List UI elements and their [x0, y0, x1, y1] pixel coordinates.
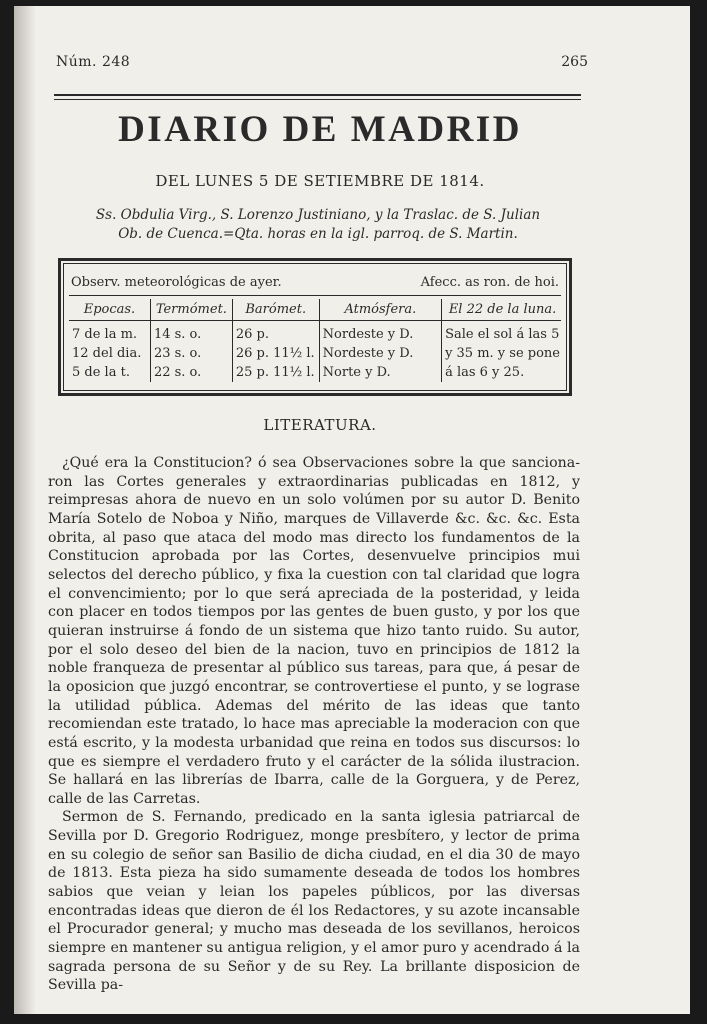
newspaper-page	[14, 6, 690, 1014]
cell-epoca: 12 del dia.	[69, 344, 150, 363]
cell-luna: y 35 m. y se pone	[445, 346, 560, 361]
saints-line-1: Ss. Obdulia Virg., S. Lorenzo Justiniano, y la Traslac. de S. Julian	[95, 207, 541, 223]
weather-row	[69, 363, 563, 382]
cell-luna: Sale el sol á las 5	[445, 327, 560, 342]
cell-barom: 26 p.	[232, 319, 319, 344]
issue-number: Núm. 248	[56, 54, 131, 70]
article-paragraph: ¿Qué era la Constitucion? ó sea Observaciones sobre la que sanciona-ron las Cortes generales y extraordinarias publicadas en 1812, y reimpresas ahora de nuevo en un solo volúmen por su autor D. Benito María Sotelo de Noboa y Niño, marques de Villaverde &c. &c. &c. Esta obrita, al paso que ataca del modo mas directo los fundamentos de la Constitucion aprobada por las Cortes, desenvuelve principios mui selectos del derecho público, y fixa la cuestion con tal claridad que logra el convencimiento; por lo que será apreciada de la posteridad, y leida con placer en todos tiempos por las gentes de buen gusto, y por los que quieran instruirse á fondo de un sistema que hizo tanto ruido. Su autor, por el solo deseo del bien de la nacion, tuvo en principios de 1812 la noble franqueza de presentar al público sus tareas, para que, á pesar de la oposicion que juzgó encontrar, se controvertiese el punto, y se lograse la utilidad pública. Ademas del mérito de las ideas que tanto recomiendan este tratado, lo hace mas apreciable la moderacion con que está escrito, y la modesta urbanidad que reina en todos sus discursos: lo que es siempre el verdadero fruto y el carácter de la sólida ilustracion. Se hallará en las librerías de Ibarra, calle de la Gorguera, y de Perez, calle de las Carretas.	[48, 455, 580, 807]
header-rule-bottom	[54, 99, 581, 100]
weather-header-row	[69, 299, 563, 319]
cell-atmos: Norte y D.	[319, 363, 441, 382]
article-paragraph: Sermon de S. Fernando, predicado en la santa iglesia patriarcal de Sevilla por D. Gregorio Rodriguez, monge presbítero, y lector de prima en su colegio de señor san Basilio de dicha ciudad, en el dia 30 de mayo de 1813. Esta pieza ha sido sumamente deseada de todos los hombres sabios que veian y leian los papeles públicos, por las diversas encontradas ideas que dieron de él los Redactores, y su azote incansable el Procurador general; y mucho mas deseada de los sevillanos, heroicos siempre en mantener su antigua religion, y el amor puro y acendrado á la sagrada persona de su Señor y de su Rey. La brillante disposicion de Sevilla pa-	[48, 809, 580, 994]
weather-table-box	[58, 258, 572, 396]
col-barometro: Barómet.	[232, 299, 319, 319]
dateline: DEL LUNES 5 DE SETIEMBRE DE 1814.	[155, 172, 485, 190]
cell-barom: 25 p. 11½ l.	[232, 363, 319, 382]
col-luna: El 22 de la luna.	[448, 301, 557, 317]
header-rule-top	[54, 94, 581, 96]
weather-row	[69, 344, 563, 363]
page-number: 265	[561, 54, 588, 70]
weather-row	[69, 319, 563, 344]
cell-barom: 26 p. 11½ l.	[232, 344, 319, 363]
saints-line-2: Ob. de Cuenca.=Qta. horas en la igl. parroq. de S. Martin.	[118, 226, 518, 242]
weather-heading-left: Observ. meteorológicas de ayer.	[71, 275, 282, 290]
cell-luna: á las 6 y 25.	[445, 365, 525, 380]
cell-epoca: 5 de la t.	[69, 363, 150, 382]
col-atmosfera: Atmósfera.	[319, 299, 441, 319]
section-title: LITERATURA.	[263, 416, 377, 434]
cell-term: 23 s. o.	[150, 344, 232, 363]
masthead-title: DIARIO DE MADRID	[118, 109, 522, 150]
cell-term: 14 s. o.	[150, 319, 232, 344]
col-epocas: Epocas.	[69, 299, 150, 319]
cell-epoca: 7 de la m.	[69, 319, 150, 344]
col-termometro: Termómet.	[150, 299, 232, 319]
weather-heading-right: Afecc. as ron. de hoi.	[420, 275, 559, 290]
cell-atmos: Nordeste y D.	[319, 344, 441, 363]
cell-term: 22 s. o.	[150, 363, 232, 382]
weather-table	[69, 299, 563, 382]
article-body	[48, 454, 580, 995]
weather-rule	[69, 295, 561, 296]
saints-of-the-day	[58, 206, 578, 244]
cell-atmos: Nordeste y D.	[319, 319, 441, 344]
